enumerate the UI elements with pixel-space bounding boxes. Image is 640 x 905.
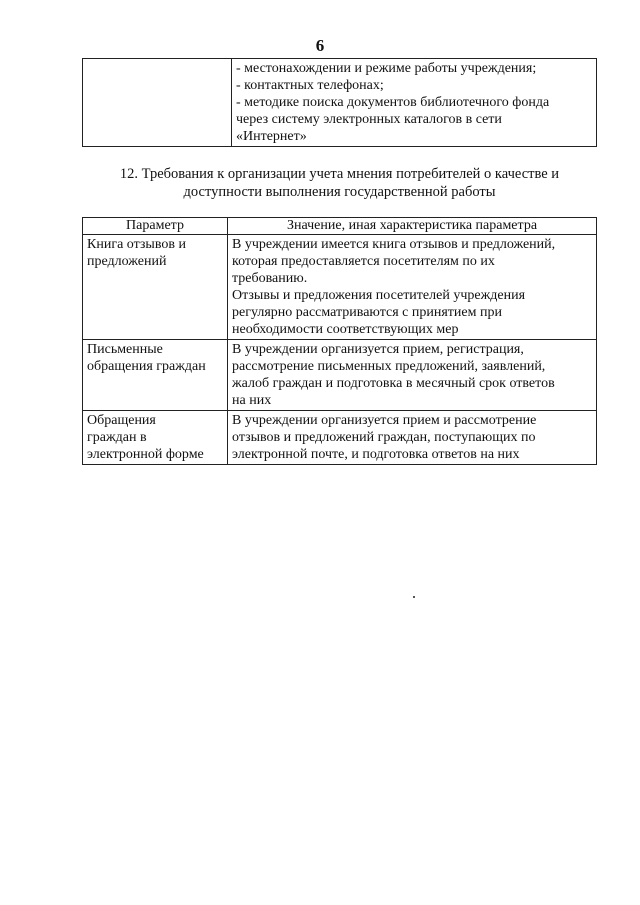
value-line: В учреждении организуется прием и рассмотрение [232, 413, 537, 428]
value-cell [228, 340, 597, 411]
value-line: жалоб граждан и подготовка в месячный срок ответов [232, 376, 555, 391]
value-line: В учреждении имеется книга отзывов и предложений, [232, 237, 556, 252]
section-heading-line: 12. Требования к организации учета мнения потребителей о качестве и [119, 166, 560, 182]
info-cell [232, 59, 597, 147]
info-line: - местонахождении и режиме работы учреждения; [236, 61, 537, 76]
page-number: 6 [315, 36, 325, 55]
value-cell [228, 235, 597, 340]
table-row [83, 235, 597, 340]
value-line: В учреждении организуется прием, регистрация, [232, 342, 524, 357]
empty-cell [83, 59, 232, 147]
table-row [83, 411, 597, 465]
info-line: - методике поиска документов библиотечного фонда [236, 95, 550, 110]
section-heading-line: доступности выполнения государственной работы [183, 184, 496, 200]
value-cell [228, 411, 597, 465]
parameters-table [82, 217, 597, 465]
param-line: электронной форме [87, 447, 204, 462]
value-line: отзывов и предложений граждан, поступающих по [232, 430, 536, 445]
param-line: Обращения [87, 413, 156, 428]
table-row [83, 340, 597, 411]
param-line: Книга отзывов и [87, 237, 186, 252]
value-line: необходимости соответствующих мер [232, 322, 459, 337]
continuation-table [82, 58, 597, 147]
param-line: обращения граждан [87, 359, 206, 374]
value-line: на них [232, 393, 272, 408]
header-value: Значение, иная характеристика параметра [228, 218, 597, 235]
table-row [83, 59, 597, 147]
param-cell [83, 235, 228, 340]
value-line: требованию. [232, 271, 308, 286]
header-param: Параметр [83, 218, 228, 235]
section-heading [82, 165, 597, 201]
table-header-row [83, 218, 597, 235]
param-cell [83, 411, 228, 465]
value-line: электронной почте, и подготовка ответов на них [232, 447, 520, 462]
param-line: граждан в [87, 430, 147, 445]
info-line: - контактных телефонах; [236, 78, 384, 93]
param-cell [83, 340, 228, 411]
scan-speck [413, 596, 415, 598]
param-line: предложений [87, 254, 167, 269]
param-line: Письменные [87, 342, 163, 357]
value-line: рассмотрение письменных предложений, заявлений, [232, 359, 546, 374]
info-line: «Интернет» [236, 129, 307, 144]
value-line: регулярно рассматриваются с принятием при [232, 305, 502, 320]
value-line: которая предоставляется посетителям по их [232, 254, 495, 269]
info-line: через систему электронных каталогов в сети [236, 112, 502, 127]
value-line: Отзывы и предложения посетителей учреждения [232, 288, 526, 303]
